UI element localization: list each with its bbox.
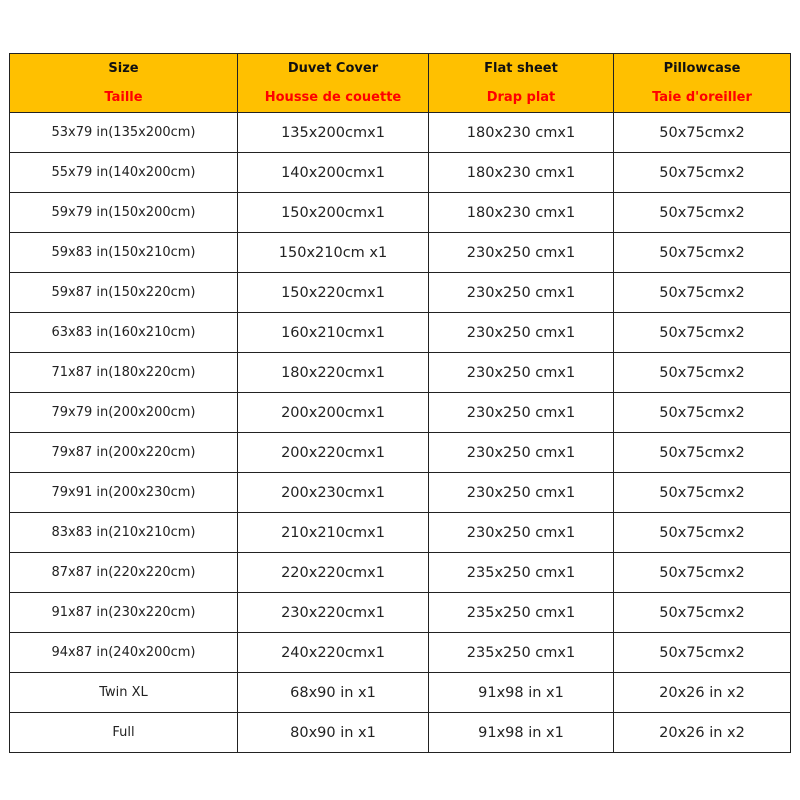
flat-sheet-cell: 230x250 cmx1 — [429, 393, 614, 433]
duvet-cover-cell: 150x210cm x1 — [238, 233, 429, 273]
duvet-cover-cell: 220x220cmx1 — [238, 553, 429, 593]
flat-sheet-cell: 230x250 cmx1 — [429, 313, 614, 353]
header-flat-sheet — [429, 54, 614, 113]
size-cell: 71x87 in(180x220cm) — [10, 353, 238, 393]
duvet-cover-cell: 200x230cmx1 — [238, 473, 429, 513]
flat-sheet-cell: 180x230 cmx1 — [429, 193, 614, 233]
table-row — [10, 593, 791, 633]
table-row — [10, 313, 791, 353]
size-cell: 91x87 in(230x220cm) — [10, 593, 238, 633]
flat-sheet-cell: 230x250 cmx1 — [429, 353, 614, 393]
header-pillowcase — [614, 54, 791, 113]
header-size-translation: Taille — [104, 90, 143, 105]
flat-sheet-cell: 91x98 in x1 — [429, 713, 614, 753]
flat-sheet-cell: 180x230 cmx1 — [429, 153, 614, 193]
header-row — [10, 54, 791, 113]
pillowcase-cell: 50x75cmx2 — [614, 393, 791, 433]
duvet-cover-cell: 180x220cmx1 — [238, 353, 429, 393]
table-row — [10, 673, 791, 713]
size-cell: 59x87 in(150x220cm) — [10, 273, 238, 313]
pillowcase-cell: 50x75cmx2 — [614, 233, 791, 273]
duvet-cover-cell: 80x90 in x1 — [238, 713, 429, 753]
duvet-cover-cell: 230x220cmx1 — [238, 593, 429, 633]
duvet-cover-cell: 140x200cmx1 — [238, 153, 429, 193]
size-cell: 55x79 in(140x200cm) — [10, 153, 238, 193]
header-pillowcase-label: Pillowcase — [663, 61, 741, 76]
header-pillowcase-translation: Taie d'oreiller — [652, 90, 752, 105]
duvet-cover-cell: 135x200cmx1 — [238, 113, 429, 153]
pillowcase-cell: 50x75cmx2 — [614, 353, 791, 393]
size-cell: 79x87 in(200x220cm) — [10, 433, 238, 473]
pillowcase-cell: 50x75cmx2 — [614, 633, 791, 673]
pillowcase-cell: 20x26 in x2 — [614, 673, 791, 713]
table-row — [10, 633, 791, 673]
size-cell: 83x83 in(210x210cm) — [10, 513, 238, 553]
pillowcase-cell: 50x75cmx2 — [614, 513, 791, 553]
table-header — [10, 54, 791, 113]
header-flat-sheet-translation: Drap plat — [486, 90, 556, 105]
table-row — [10, 473, 791, 513]
flat-sheet-cell: 91x98 in x1 — [429, 673, 614, 713]
table-row — [10, 193, 791, 233]
table-row — [10, 393, 791, 433]
size-cell: 53x79 in(135x200cm) — [10, 113, 238, 153]
table-row — [10, 513, 791, 553]
table-body — [10, 113, 791, 753]
flat-sheet-cell: 235x250 cmx1 — [429, 553, 614, 593]
header-size — [10, 54, 238, 113]
flat-sheet-cell: 230x250 cmx1 — [429, 273, 614, 313]
duvet-cover-cell: 68x90 in x1 — [238, 673, 429, 713]
pillowcase-cell: 50x75cmx2 — [614, 113, 791, 153]
duvet-cover-cell: 210x210cmx1 — [238, 513, 429, 553]
duvet-cover-cell: 150x200cmx1 — [238, 193, 429, 233]
table-row — [10, 433, 791, 473]
size-chart-table — [9, 53, 791, 753]
pillowcase-cell: 50x75cmx2 — [614, 593, 791, 633]
flat-sheet-cell: 235x250 cmx1 — [429, 593, 614, 633]
header-duvet-cover-translation: Housse de couette — [264, 90, 402, 105]
size-cell: 94x87 in(240x200cm) — [10, 633, 238, 673]
table-row — [10, 113, 791, 153]
size-cell: 87x87 in(220x220cm) — [10, 553, 238, 593]
size-cell: Full — [10, 713, 238, 753]
header-flat-sheet-label: Flat sheet — [484, 61, 558, 76]
size-cell: 59x79 in(150x200cm) — [10, 193, 238, 233]
flat-sheet-cell: 230x250 cmx1 — [429, 473, 614, 513]
pillowcase-cell: 50x75cmx2 — [614, 433, 791, 473]
duvet-cover-cell: 150x220cmx1 — [238, 273, 429, 313]
size-cell: Twin XL — [10, 673, 238, 713]
pillowcase-cell: 20x26 in x2 — [614, 713, 791, 753]
size-cell: 63x83 in(160x210cm) — [10, 313, 238, 353]
table-row — [10, 353, 791, 393]
flat-sheet-cell: 230x250 cmx1 — [429, 513, 614, 553]
pillowcase-cell: 50x75cmx2 — [614, 553, 791, 593]
duvet-cover-cell: 240x220cmx1 — [238, 633, 429, 673]
pillowcase-cell: 50x75cmx2 — [614, 193, 791, 233]
header-duvet-cover-label: Duvet Cover — [287, 61, 379, 76]
size-cell: 79x91 in(200x230cm) — [10, 473, 238, 513]
pillowcase-cell: 50x75cmx2 — [614, 473, 791, 513]
pillowcase-cell: 50x75cmx2 — [614, 313, 791, 353]
flat-sheet-cell: 235x250 cmx1 — [429, 633, 614, 673]
flat-sheet-cell: 230x250 cmx1 — [429, 433, 614, 473]
size-cell: 79x79 in(200x200cm) — [10, 393, 238, 433]
duvet-cover-cell: 200x220cmx1 — [238, 433, 429, 473]
header-duvet-cover — [238, 54, 429, 113]
table-row — [10, 553, 791, 593]
table-row — [10, 153, 791, 193]
table-row — [10, 233, 791, 273]
size-cell: 59x83 in(150x210cm) — [10, 233, 238, 273]
duvet-cover-cell: 160x210cmx1 — [238, 313, 429, 353]
table-row — [10, 713, 791, 753]
pillowcase-cell: 50x75cmx2 — [614, 273, 791, 313]
pillowcase-cell: 50x75cmx2 — [614, 153, 791, 193]
header-size-label: Size — [108, 61, 139, 76]
flat-sheet-cell: 230x250 cmx1 — [429, 233, 614, 273]
duvet-cover-cell: 200x200cmx1 — [238, 393, 429, 433]
table-row — [10, 273, 791, 313]
flat-sheet-cell: 180x230 cmx1 — [429, 113, 614, 153]
